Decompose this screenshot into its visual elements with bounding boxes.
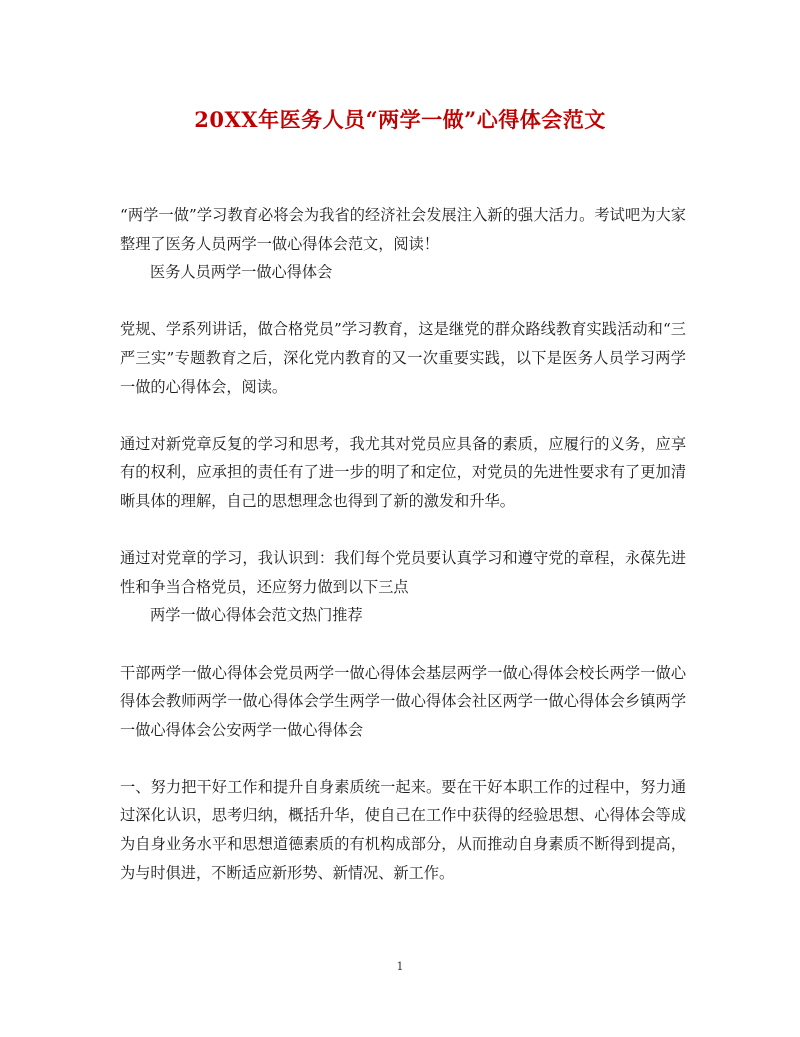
page-number: 1: [396, 960, 404, 973]
paragraph: 干部两学一做心得体会党员两学一做心得体会基层两学一做心得体会校长两学一做心得体会教师两学一做心得体会学生两学一做心得体会社区两学一做心得体会乡镇两学一做心得体会公安两学一做心得体会: [120, 663, 686, 739]
paragraph: 两学一做心得体会范文热门推荐: [150, 606, 363, 625]
paragraph: 一、努力把干好工作和提升自身素质统一起来。要在干好本职工作的过程中，努力通过深化认识，思考归纳，概括升华，使自己在工作中获得的经验思想、心得体会等成为自身业务水平和思想道德素质的有机构成部分，从而推动自身素质不断得到提高，为与时俱进，不断适应新形势、新情况、新工作。: [120, 777, 686, 882]
paragraph: 通过对新党章反复的学习和思考，我尤其对党员应具备的素质，应履行的义务，应享有的权利，应承担的责任有了进一步的明了和定位，对党员的先进性要求有了更加清晰具体的理解，自己的思想理念也得到了新的激发和升华。: [120, 434, 686, 510]
document-body: [120, 201, 686, 887]
paragraph: 党规、学系列讲话，做合格党员”学习教育，这是继党的群众路线教育实践活动和“三严三实”专题教育之后，深化党内教育的又一次重要实践，以下是医务人员学习两学一做的心得体会，阅读。: [120, 320, 686, 396]
paragraph: “两学一做”学习教育必将会为我省的经济社会发展注入新的强大活力。考试吧为大家整理了医务人员两学一做心得体会范文，阅读！: [120, 206, 686, 253]
paragraph: 通过对党章的学习，我认识到：我们每个党员要认真学习和遵守党的章程，永葆先进性和争当合格党员，还应努力做到以下三点: [120, 549, 686, 596]
paragraph: 医务人员两学一做心得体会: [150, 263, 333, 282]
document-title: 20XX年医务人员“两学一做”心得体会范文: [194, 107, 606, 132]
